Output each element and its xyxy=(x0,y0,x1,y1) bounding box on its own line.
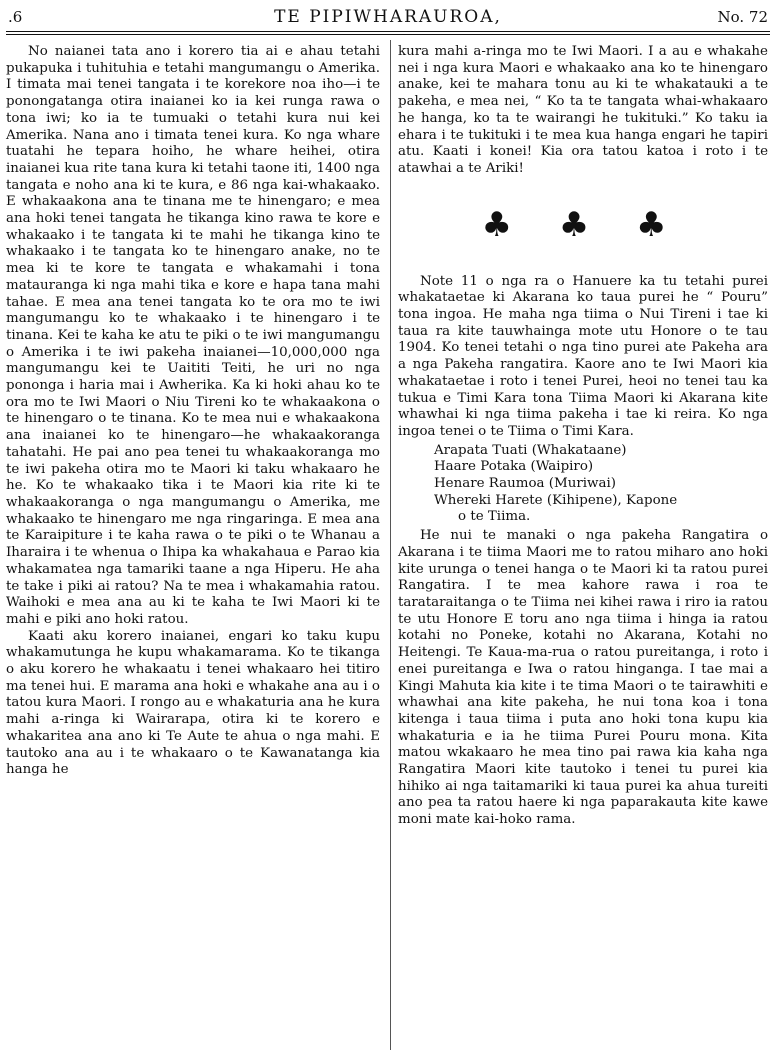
issue-number: No. 72 xyxy=(717,8,768,26)
newspaper-title: TE PIPIWHARAUROA, xyxy=(274,7,502,27)
header-rule xyxy=(6,31,770,32)
page-number: .6 xyxy=(8,8,23,26)
header-rule-thin xyxy=(6,34,770,35)
left-column xyxy=(6,44,380,779)
article-continuation: kura mahi a-ringa mo te Iwi Maori. I a au e whakahe nei i nga kura Maori e whakaako ana ko te hinengaro anake, kei te mahara tonu au ki te whakatauki a te pakeha, e mea nei, “ Ko ta te tangata whai-whakaaro he hanga, ko ta te wairangi he tukituki.” Ko taku ia ehara i te tukituki i te mea kua hanga engari he tapiri atu. Kaati i konei! Kia ora tatou katoa i roto i te atawhai a te Ariki! xyxy=(398,44,768,176)
team-names-list xyxy=(434,443,768,527)
article-paragraph: No naianei tata ano i korero tia ai e ahau tetahi pukapuka i tuhituhia e tetahi mangumangu o Amerika. I timata mai tenei tangata i te korekore noa iho—i te ponongatanga otira inaianei ko ia kei runga rawa o tona iwi; ko ia te tumuaki o tetahi kura nui kei Amerika. Nana ano i timata tenei kura. Ko nga whare tuatahi he tepara hoiho, he whare heihei, otira inaianei kua rite tana kura ki tetahi taone iti, 1400 nga tangata e noho ana ki te kura, e 86 nga kai-whakaako. E whakaakona ana te tinana me te hinengaro; e mea ana hoki tenei tangata he tikanga kino rawa te kore e whakaako i te tangata ki te mahi he tikanga kino te whakaako i te tangata ko te hinengaro anake, no te mea ki te kore te tangata e whakamahi i tona matauranga ki nga mahi tika e kore e hapa tana mahi tahae. E mea ana tenei tangata ko te ora mo te iwi mangumangu ko te whakaako i te hinengaro i te tinana. Kei te kaha ke atu te piki o te iwi mangumangu o Amerika i te iwi pakeha inaianei—10,000,000 nga mangumangu kei te Uaititi Teiti, he uri no nga pononga i haria mai i Awherika. Ka ki hoki ahau ko te ora mo te Iwi Maori o Niu Tireni ko te whakaakona o te hinengaro o te tinana. Ko te mea nui e whakaakona ana inaianei ko te hinengaro—he whakaakoranga tahatahi. He pai ano pea tenei tu whakaakoranga mo te iwi pakeha otira mo te Maori ki taku whakaaro he he. Ko te whakaako tika i te Maori kia rite ki te whakaakoranga o nga mangumangu o Amerika, me whakaako te hinengaro me nga ringaringa. E mea ana te Karaipiture i te kaha rawa o te piki o te Whanau a Iharaira i te whenua o Ihipa ka whakahaua e Parao kia whakamatea nga tamariki taane a nga Hiperu. He aha te take i piki ai ratou? Na te mea i whakamahia ratou. Waihoki e mea ana au ki te kaha te Iwi Maori ki te mahi e piki ano hoki ratou. xyxy=(6,44,380,627)
team-member-name: Arapata Tuati (Whakataane) xyxy=(434,442,627,458)
team-names-tail: o te Tiima. xyxy=(458,509,531,525)
team-member-name: Henare Raumoa (Muriwai) xyxy=(434,476,616,492)
page-header xyxy=(8,4,768,32)
clover-ornament: ♣ ♣ ♣ xyxy=(481,204,685,245)
note-paragraph: Note 11 o nga ra o Hanuere ka tu tetahi purei whakataetae ki Akarana ko taua purei he “ Pouru” tona ingoa. He maha nga tiima o Nui Tireni i tae ki taua ra kite tauwhainga mote utu Honore o te tau 1904. Ko tenei tetahi o nga tino purei ate Pakeha ara a nga Pakeha rangatira. Kaore ano te Iwi Maori kia whakataetae i roto i tenei Purei, heoi no tenei tau ka tukua e Timi Kara tona Tiima Maori ki Akarana kite whawhai ki nga tiima pakeha i tae ki reira. Ko nga ingoa tenei o te Tiima o Timi Kara. xyxy=(398,273,768,439)
column-divider xyxy=(390,40,391,1050)
team-member-name: Whereki Harete (Kihipene), Kapone xyxy=(434,492,678,508)
article-paragraph: Kaati aku korero inaianei, engari ko taku kupu whakamutunga he kupu whakamarama. Ko te tikanga o aku korero he whakaatu i tenei whakaaro hei titiro ma tenei hui. E marama ana hoki e whakahe ana au i o tatou kura Maori. I rongo au e whakaturia ana he kura mahi a-ringa ki Wairarapa, otira ki te korero e whakaritea ana ano ki Te Aute te ahua o nga mahi. E tautoko ana au i te whakaaro o te Kawanatanga kia hanga he xyxy=(6,628,380,778)
right-column xyxy=(398,44,768,829)
final-paragraph: He nui te manaki o nga pakeha Rangatira o Akarana i te tiima Maori me to ratou miharo ano hoki kite urunga o tenei hanga o te Maori ki ta ratou purei Rangatira. I te mea kahore rawa i roa te tarataraitanga o te Tiima nei kihei rawa i riro ia ratou te utu Honore E toru ano nga tiima i hinga ia ratou kotahi no Poneke, kotahi no Akarana, Kotahi no Heitengi. Te Kaua-ma-rua o ratou pureitanga, i roto i enei pureitanga e Iwa o ratou hinganga. I tae mai a Kingi Mahuta kia kite i te tima Maori o te tairawhiti e whawhai ana kite pakeha, he nui tona koa i tona kitenga i taua tiima i puta ano hoki tona kupu kia whakaturia e ia he tiima Purei Pouru mona. Kita matou wkakaaro he mea tino pai rawa kia kaha nga Rangatira Maori kite tautoko i tenei tu purei kia hihiko ai nga taitamariki ki taua purei ka ahua tureiti ano pea ta ratou haere ki nga paparakauta kite kawe moni mate kai-hoko rama. xyxy=(398,528,768,828)
team-member-name: Haare Potaka (Waipiro) xyxy=(434,459,594,475)
